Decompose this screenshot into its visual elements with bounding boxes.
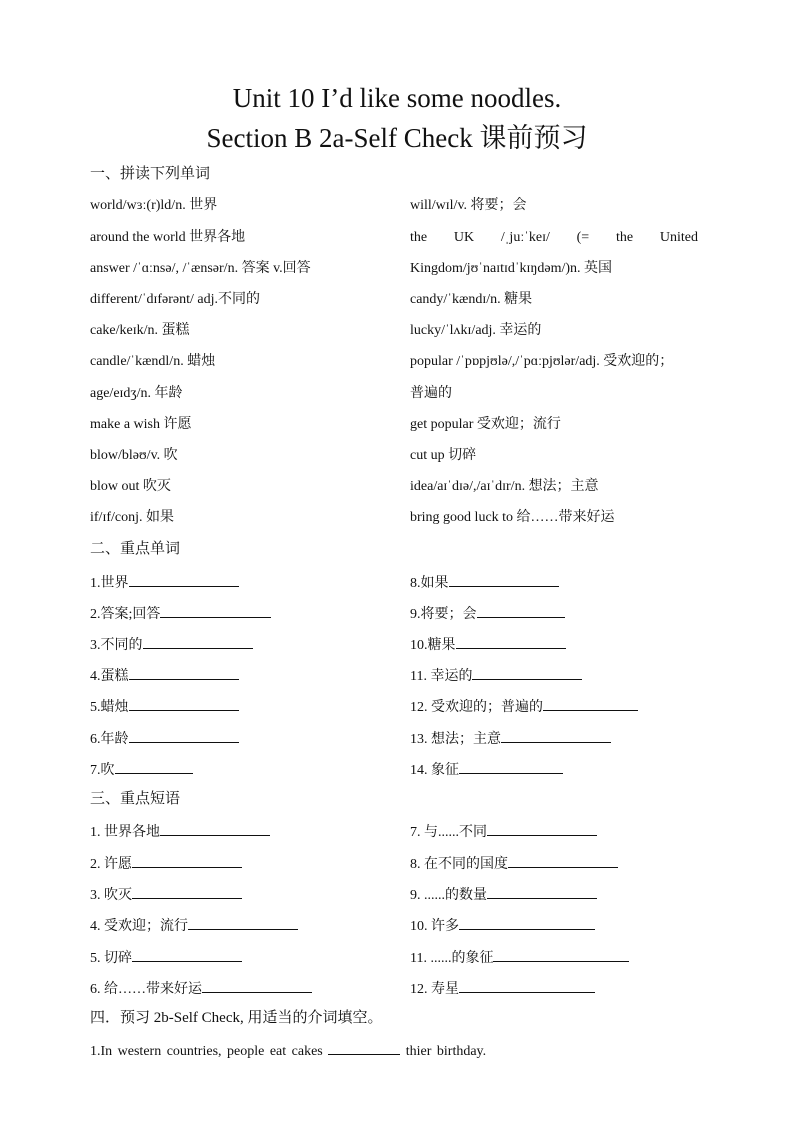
phrase-exercise [90,883,242,906]
vocab-item: around the world 世界各地 [90,230,246,245]
answer-blank[interactable] [129,727,239,743]
word-prompt: 10.糖果 [410,638,456,653]
answer-blank[interactable] [459,758,563,774]
phrase-prompt: 5. 切碎 [90,951,132,966]
doc-subtitle: Section B 2a-Self Check 课前预习 [206,123,588,153]
phrase-prompt: 10. 许多 [410,919,459,934]
answer-blank[interactable] [508,852,618,868]
section-heading-key-words: 二、重点单词 [90,541,181,557]
answer-blank[interactable] [459,914,595,930]
word-prompt: 3.不同的 [90,638,143,653]
answer-blank[interactable] [188,914,298,930]
answer-blank[interactable] [202,977,312,993]
vocab-item: cut up 切碎 [410,448,477,463]
phrase-prompt: 8. 在不同的国度 [410,857,508,872]
phrase-prompt: 12. 寿星 [410,982,459,997]
phrase-prompt: 4. 受欢迎；流行 [90,919,188,934]
vocab-item: get popular 受欢迎；流行 [410,417,561,432]
phrase-exercise [410,914,595,937]
fill-in-question [90,1039,486,1062]
answer-blank[interactable] [501,727,611,743]
word-prompt: 5.蜡烛 [90,700,129,715]
vocab-item: idea/aɪˈdɪə/,/aɪˈdɪr/n. 想法；主意 [410,479,599,494]
phrase-prompt: 9. ......的数量 [410,888,487,903]
vocab-item: Kingdom/jʊˈnaɪtɪdˈkɪŋdəm/)n. 英国 [410,261,613,276]
phrase-prompt: 3. 吹灭 [90,888,132,903]
vocab-item: cake/keɪk/n. 蛋糕 [90,323,190,338]
vocab-item: make a wish 许愿 [90,417,192,432]
vocab-word: the [615,230,634,245]
vocab-item: popular /ˈpɒpjʊlə/,/ˈpɑːpjʊlər/adj. 受欢迎的； [410,354,674,369]
answer-blank[interactable] [129,695,239,711]
answer-blank[interactable] [132,946,242,962]
vocab-item: blow out 吹灭 [90,479,171,494]
word-prompt: 4.蛋糕 [90,669,129,684]
word-exercise [90,727,239,750]
question-text-after: thier birthday. [400,1044,487,1059]
answer-blank[interactable] [477,602,565,618]
vocab-item: will/wɪl/v. 将要；会 [410,198,527,213]
section-heading-preview: 四．预习 2b-Self Check, 用适当的介词填空。 [90,1010,383,1026]
vocab-item: candy/ˈkændɪ/n. 糖果 [410,292,533,307]
answer-blank[interactable] [449,571,559,587]
word-prompt: 11. 幸运的 [410,669,473,684]
vocab-item: candle/ˈkændl/n. 蜡烛 [90,354,216,369]
answer-blank[interactable] [487,820,597,836]
doc-title: Unit 10 I’d like some noodles. [232,83,562,113]
vocab-word: the [410,230,428,245]
word-prompt: 9.将要；会 [410,607,477,622]
vocab-word: United [659,230,698,245]
word-exercise [410,602,565,625]
word-exercise [90,664,239,687]
answer-blank[interactable] [129,664,239,680]
answer-blank[interactable] [487,883,597,899]
word-exercise [90,633,253,656]
answer-blank[interactable] [543,695,638,711]
word-prompt: 7.吹 [90,763,115,778]
vocab-item: lucky/ˈlʌkɪ/adj. 幸运的 [410,323,542,338]
phrase-exercise [410,883,597,906]
answer-blank[interactable] [328,1039,400,1055]
vocab-item: 普遍的 [410,386,452,401]
phrase-exercise [90,852,242,875]
answer-blank[interactable] [129,571,239,587]
word-exercise [90,695,239,718]
section-heading-read-words: 一、拼读下列单词 [90,166,211,182]
word-prompt: 13. 想法；主意 [410,732,501,747]
vocab-item: different/ˈdɪfərənt/ adj.不同的 [90,292,261,307]
word-exercise [410,727,611,750]
answer-blank[interactable] [160,820,270,836]
vocab-item: if/ɪf/conj. 如果 [90,510,174,525]
phrase-exercise [90,977,312,1000]
answer-blank[interactable] [459,977,595,993]
answer-blank[interactable] [472,664,582,680]
vocab-word: UK [453,230,475,245]
answer-blank[interactable] [132,883,242,899]
section-heading-key-phrases: 三、重点短语 [90,791,181,807]
word-exercise [90,758,193,781]
phrase-exercise [410,852,618,875]
vocab-item: blow/bləʊ/v. 吹 [90,448,178,463]
vocab-item: world/wɜː(r)ld/n. 世界 [90,198,218,213]
question-text-before: 1.In western countries, people eat cakes [90,1044,329,1059]
vocab-item: answer /ˈɑːnsə/, /ˈænsər/n. 答案 v.回答 [90,261,311,276]
answer-blank[interactable] [493,946,629,962]
phrase-exercise [90,946,242,969]
word-exercise [410,695,638,718]
phrase-prompt: 11. ......的象征 [410,951,494,966]
vocab-word: /ˌjuːˈkeɪ/ [500,230,550,245]
word-exercise [90,571,239,594]
vocab-word: (= [576,230,590,245]
word-exercise [410,664,582,687]
phrase-prompt: 2. 许愿 [90,857,132,872]
word-prompt: 8.如果 [410,576,449,591]
word-exercise [410,633,566,656]
phrase-exercise [410,946,629,969]
vocab-item: bring good luck to 给……带来好运 [410,510,615,525]
word-prompt: 2.答案;回答 [90,607,161,622]
phrase-exercise [410,977,595,1000]
word-prompt: 14. 象征 [410,763,459,778]
word-exercise [410,758,563,781]
phrase-exercise [410,820,597,843]
vocab-item-uk [410,228,698,248]
vocab-item: age/eɪdʒ/n. 年龄 [90,386,183,401]
word-exercise [90,602,271,625]
phrase-exercise [90,820,270,843]
answer-blank[interactable] [132,852,242,868]
answer-blank[interactable] [115,758,193,774]
phrase-prompt: 6. 给……带来好运 [90,982,202,997]
word-exercise [410,571,559,594]
answer-blank[interactable] [456,633,566,649]
phrase-prompt: 7. 与......不同 [410,825,487,840]
word-prompt: 1.世界 [90,576,129,591]
word-prompt: 6.年龄 [90,732,129,747]
phrase-prompt: 1. 世界各地 [90,825,160,840]
word-prompt: 12. 受欢迎的；普遍的 [410,700,543,715]
answer-blank[interactable] [143,633,253,649]
answer-blank[interactable] [160,602,271,618]
phrase-exercise [90,914,298,937]
